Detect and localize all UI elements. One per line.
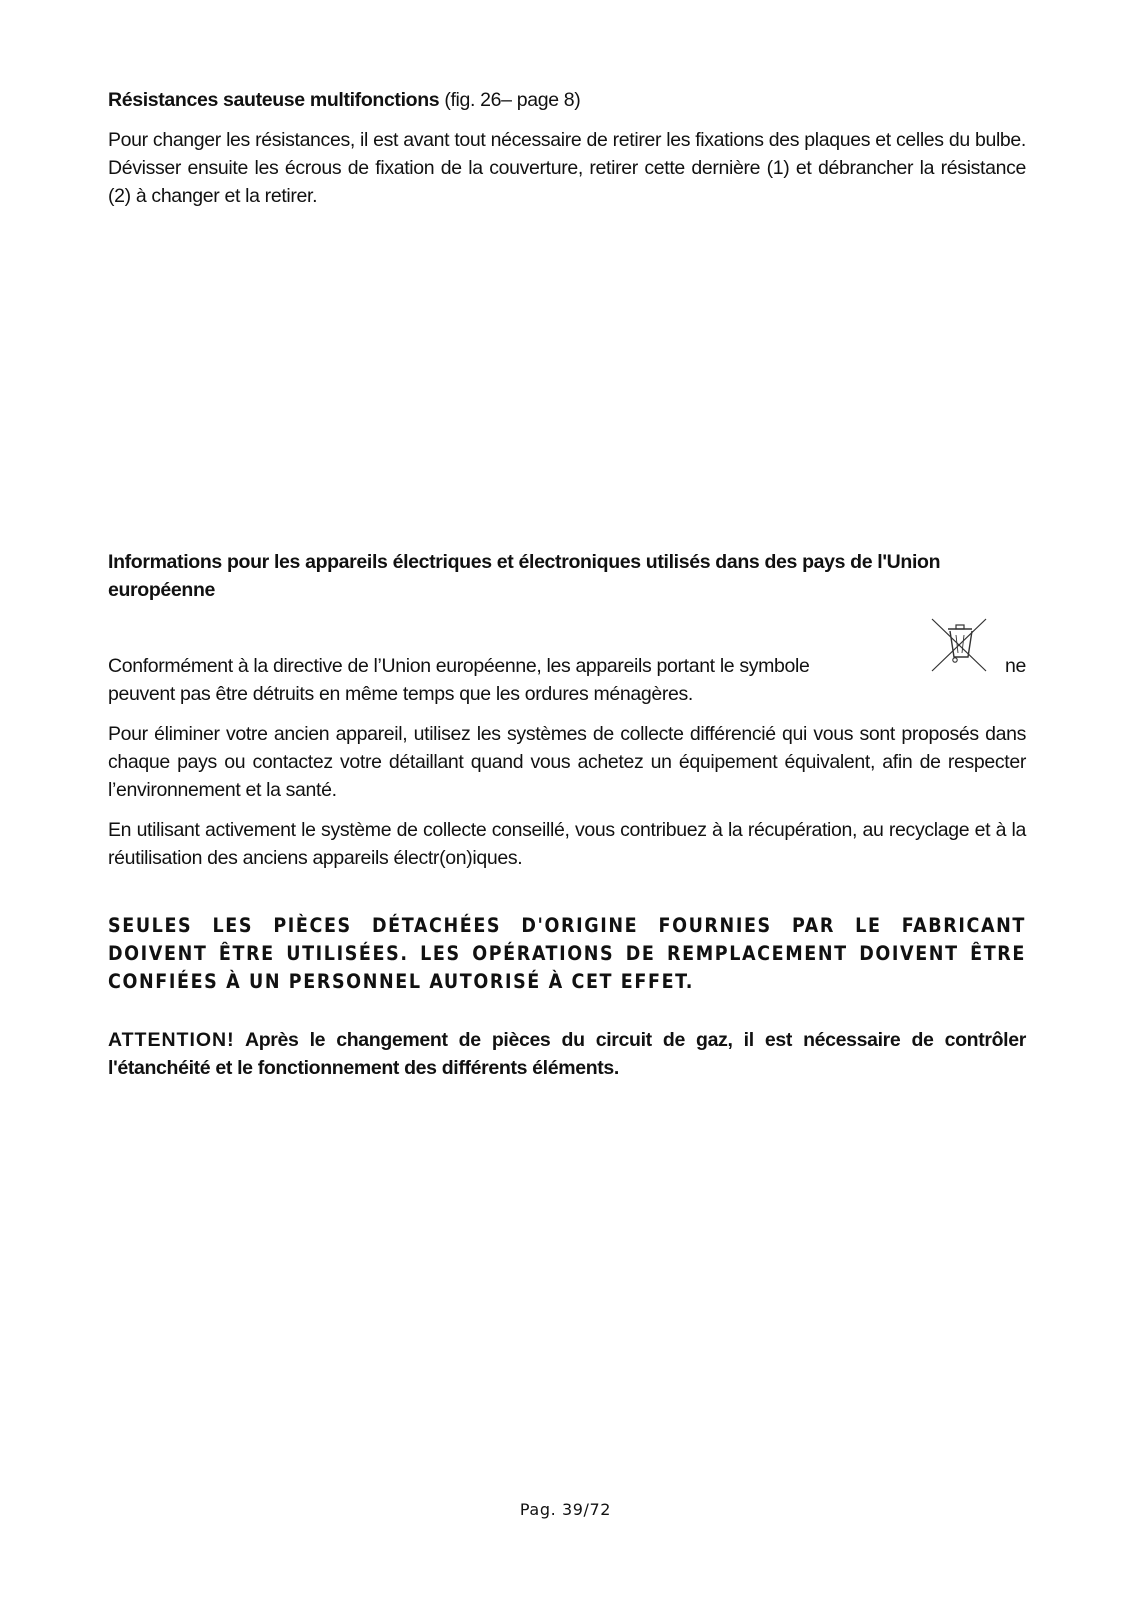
paragraph-disposal: Pour éliminer votre ancien appareil, utilisez les systèmes de collecte différencié qui vous sont proposés dans chaque pays ou contactez votre détaillant quand vous achetez un équipement équivalent, afin de respecter l’environnement et la santé. <box>108 723 1026 801</box>
paragraph-resistances: Pour changer les résistances, il est avant tout nécessaire de retirer les fixations des plaques et celles du bulbe. Dévisser ensuite les écrous de fixation de la couverture, retirer cette dernière (1) et débrancher la résistance (2) à changer et la retirer. <box>108 129 1026 207</box>
section-title: Résistances sauteuse multifonctions <box>108 89 440 111</box>
crossed-out-wheelie-bin-icon <box>928 615 992 677</box>
page-number: Pag. 39/72 <box>519 1500 612 1519</box>
attention-label: ATTENTION! <box>108 1029 235 1051</box>
paragraph-recycling: En utilisant activement le système de collecte conseillé, vous contribuez à la récupération, au recyclage et à la réutilisation des anciens appareils électr(on)iques. <box>108 819 1026 869</box>
section-heading-weee: Informations pour les appareils électriques et électroniques utilisés dans des pays de l'Union européenne <box>108 551 941 601</box>
attention-text: Après le changement de pièces du circuit de gaz, il est nécessaire de contrôler l'étanchéité et le fonctionnement des différents éléments. <box>108 1029 1026 1079</box>
weee-text-after: ne <box>1005 655 1026 677</box>
section-heading-resistances <box>108 86 1026 114</box>
weee-text-before: Conformément à la directive de l’Union européenne, les appareils portant le symbole <box>108 655 810 677</box>
attention-notice <box>108 1026 1026 1082</box>
weee-continuation: peuvent pas être détruits en même temps que les ordures ménagères. <box>108 683 693 705</box>
section-figure-reference: (fig. 26– page 8) <box>439 89 581 111</box>
weee-symbol-line <box>108 652 1026 680</box>
original-parts-warning: SEULES LES PIÈCES DÉTACHÉES D'ORIGINE FOURNIES PAR LE FABRICANT DOIVENT ÊTRE UTILISÉES. LES OPÉRATIONS DE REMPLACEMENT DOIVENT ÊTRE CONFIÉES À UN PERSONNEL AUTORISÉ À CET EFFET. <box>108 914 1026 993</box>
